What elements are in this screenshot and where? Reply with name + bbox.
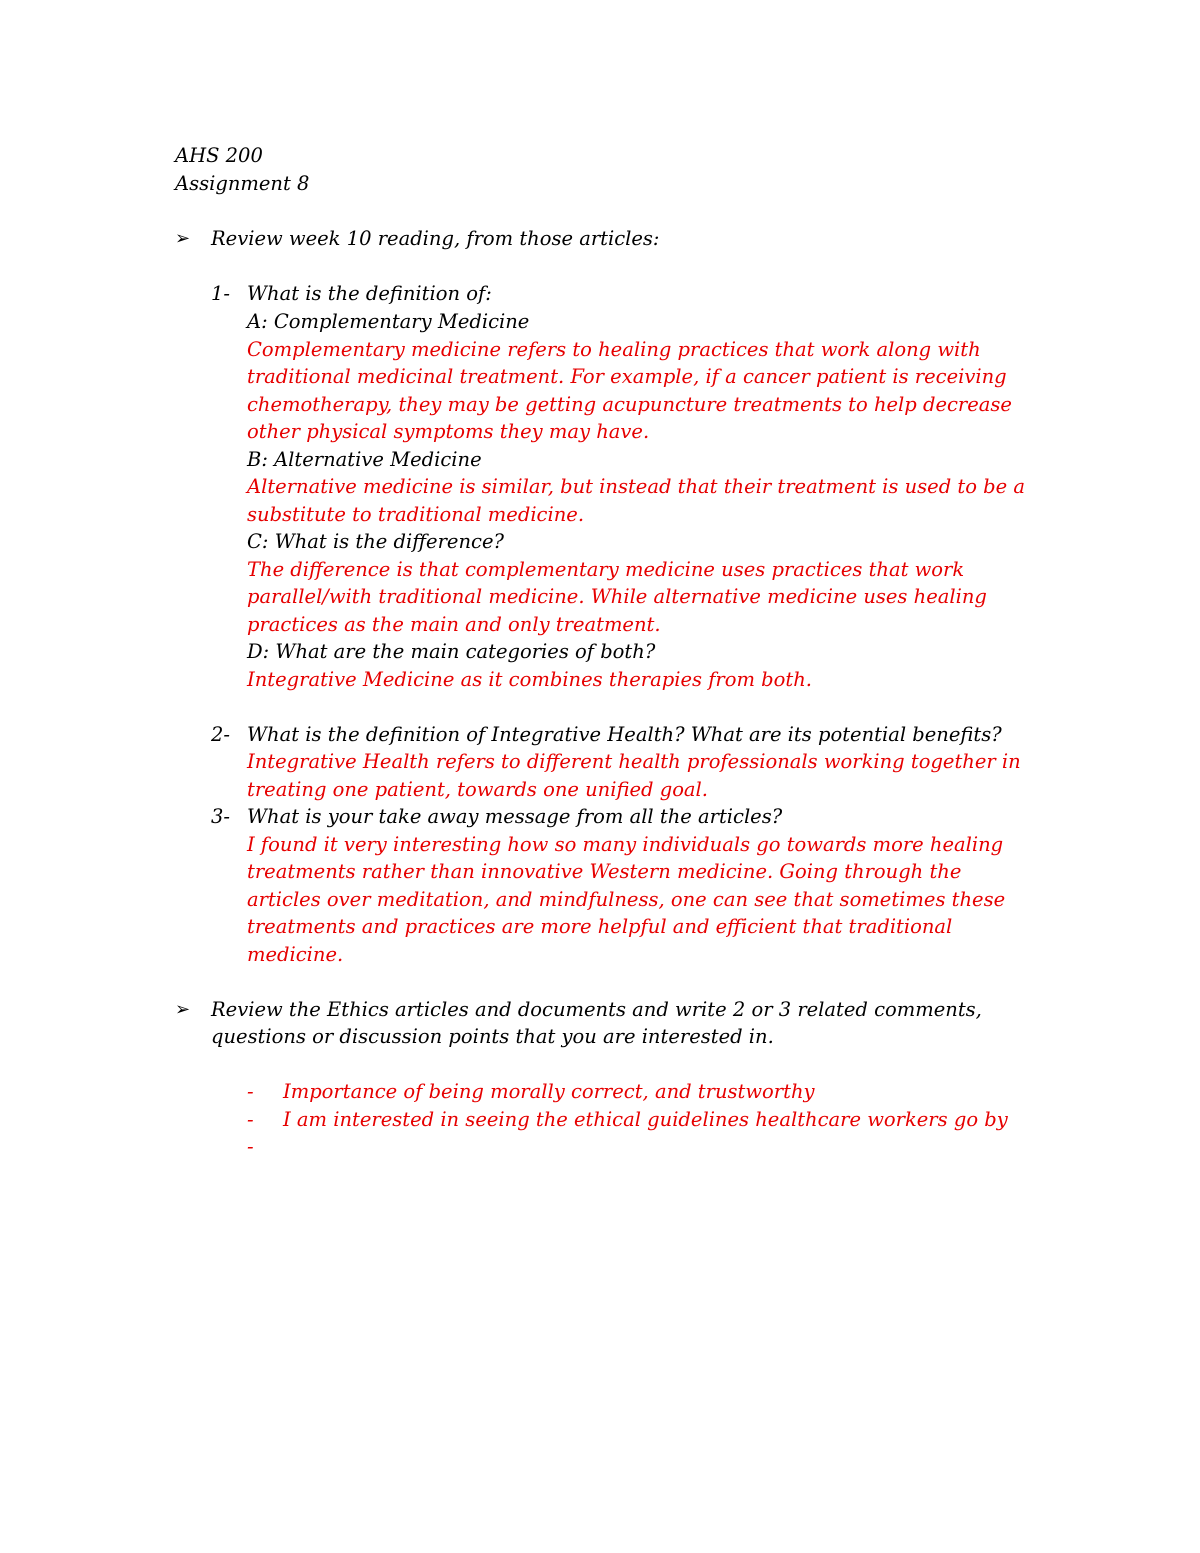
part-label: C: What is the difference? [247, 530, 504, 553]
answer-line: Complementary medicine refers to healing practices that work along with [247, 338, 981, 361]
question-text: What is the definition of Integrative Health? What are its potential benefits? [247, 723, 1002, 746]
answer-line: traditional medicinal treatment. For example, if a cancer patient is receiving [247, 365, 1007, 388]
answer-line: parallel/with traditional medicine. While alternative medicine uses healing [247, 585, 987, 608]
answer-line: substitute to traditional medicine. [247, 503, 585, 526]
answer-line: medicine. [247, 943, 344, 966]
dash-bullet: - [247, 1080, 254, 1103]
comment-item: Importance of being morally correct, and trustworthy [283, 1080, 815, 1103]
answer-line: practices as the main and only treatment. [247, 613, 661, 636]
question-number: 2- [211, 723, 230, 746]
dash-bullet: - [247, 1135, 254, 1158]
assignment-title: Assignment 8 [175, 172, 310, 195]
answer-line: chemotherapy, they may be getting acupuncture treatments to help decrease [247, 393, 1012, 416]
section2-prompt: questions or discussion points that you are interested in. [211, 1025, 774, 1048]
question-number: 3- [211, 805, 230, 828]
arrowhead-bullet-icon: ➢ [175, 228, 191, 249]
answer-line: other physical symptoms they may have. [247, 420, 650, 443]
answer-line: The difference is that complementary medicine uses practices that work [247, 558, 965, 581]
answer-line: treatments and practices are more helpful and efficient that traditional [247, 915, 953, 938]
question-text: What is your take away message from all the articles? [247, 805, 783, 828]
answer-line: Alternative medicine is similar, but instead that their treatment is used to be a [247, 475, 1026, 498]
part-label: A: Complementary Medicine [247, 310, 530, 333]
answer-line: Integrative Medicine as it combines therapies from both. [247, 668, 812, 691]
dash-bullet: - [247, 1108, 254, 1131]
course-code: AHS 200 [175, 144, 263, 167]
question-text: What is the definition of: [247, 282, 492, 305]
part-label: D: What are the main categories of both? [247, 640, 656, 663]
part-label: B: Alternative Medicine [247, 448, 482, 471]
answer-line: treatments rather than innovative Western medicine. Going through the [247, 860, 962, 883]
answer-line: articles over meditation, and mindfulness, one can see that sometimes these [247, 888, 1006, 911]
answer-line: I found it very interesting how so many individuals go towards more healing [247, 833, 1004, 856]
answer-line: treating one patient, towards one unified goal. [247, 778, 708, 801]
section2-prompt: Review the Ethics articles and documents and write 2 or 3 related comments, [211, 998, 982, 1021]
section1-prompt: Review week 10 reading, from those articles: [211, 227, 660, 250]
answer-line: Integrative Health refers to different health professionals working together in [247, 750, 1021, 773]
arrowhead-bullet-icon: ➢ [175, 999, 191, 1020]
comment-item: I am interested in seeing the ethical guidelines healthcare workers go by [283, 1108, 1008, 1131]
question-number: 1- [211, 282, 230, 305]
